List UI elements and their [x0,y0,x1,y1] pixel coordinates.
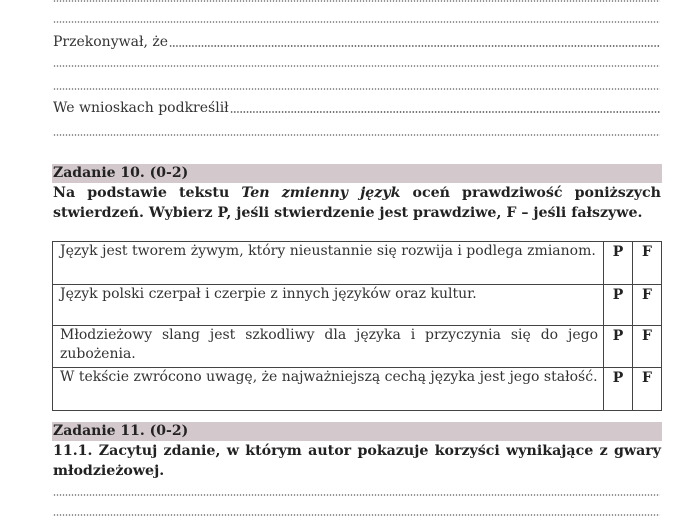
table-row [53,326,662,368]
answer-line-wnioski[interactable] [53,99,660,117]
answer-line[interactable] [53,494,660,496]
answer-prompt: We wnioskach podkreślił [53,100,229,116]
task-10-instruction [53,183,661,223]
instruction-text: Na podstawie tekstu [53,185,242,201]
answer-line[interactable] [53,0,660,2]
task-11-1-instruction: 11.1. Zacytuj zdanie, w którym autor pokazuje korzyści wynikające z gwary młodzieżowej. [53,443,661,479]
answer-line[interactable] [53,65,660,67]
instruction-text: oceń prawdziwość poniższych stwierdzeń. Wybierz P, jeśli stwierdzenie jest prawdziwe, F – jeśli fałszywe. [53,185,661,221]
answer-line[interactable] [53,514,660,516]
dotted-fill [169,45,660,47]
table-row [53,285,662,326]
dotted-fill [230,111,660,113]
option-p[interactable]: P [604,368,633,411]
answer-line[interactable] [53,134,660,136]
task-10-header: Zadanie 10. (0-2) [52,164,662,183]
option-p[interactable]: P [604,242,633,285]
answer-line[interactable] [53,21,660,23]
true-false-table [52,241,662,411]
statement: Język polski czerpał i czerpie z innych języków oraz kultur. [53,285,604,326]
option-f[interactable]: F [633,285,662,326]
option-p[interactable]: P [604,285,633,326]
statement: W tekście zwrócono uwagę, że najważniejszą cechą języka jest jego stałość. [53,368,604,411]
answer-prompt: Przekonywał, że [53,34,169,50]
statement: Język jest tworem żywym, który nieustannie się rozwija i podlega zmianom. [53,242,604,285]
option-f[interactable]: F [633,368,662,411]
answer-line[interactable] [53,88,660,90]
statement: Młodzieżowy slang jest szkodliwy dla języka i przyczynia się do jego zubożenia. [53,326,604,368]
option-f[interactable]: F [633,326,662,368]
table-row [53,242,662,285]
task-11-header: Zadanie 11. (0-2) [52,422,662,441]
table-row [53,368,662,411]
option-p[interactable]: P [604,326,633,368]
option-f[interactable]: F [633,242,662,285]
text-title: Ten zmienny język [241,185,401,201]
answer-line-przekonywal[interactable] [53,33,660,51]
